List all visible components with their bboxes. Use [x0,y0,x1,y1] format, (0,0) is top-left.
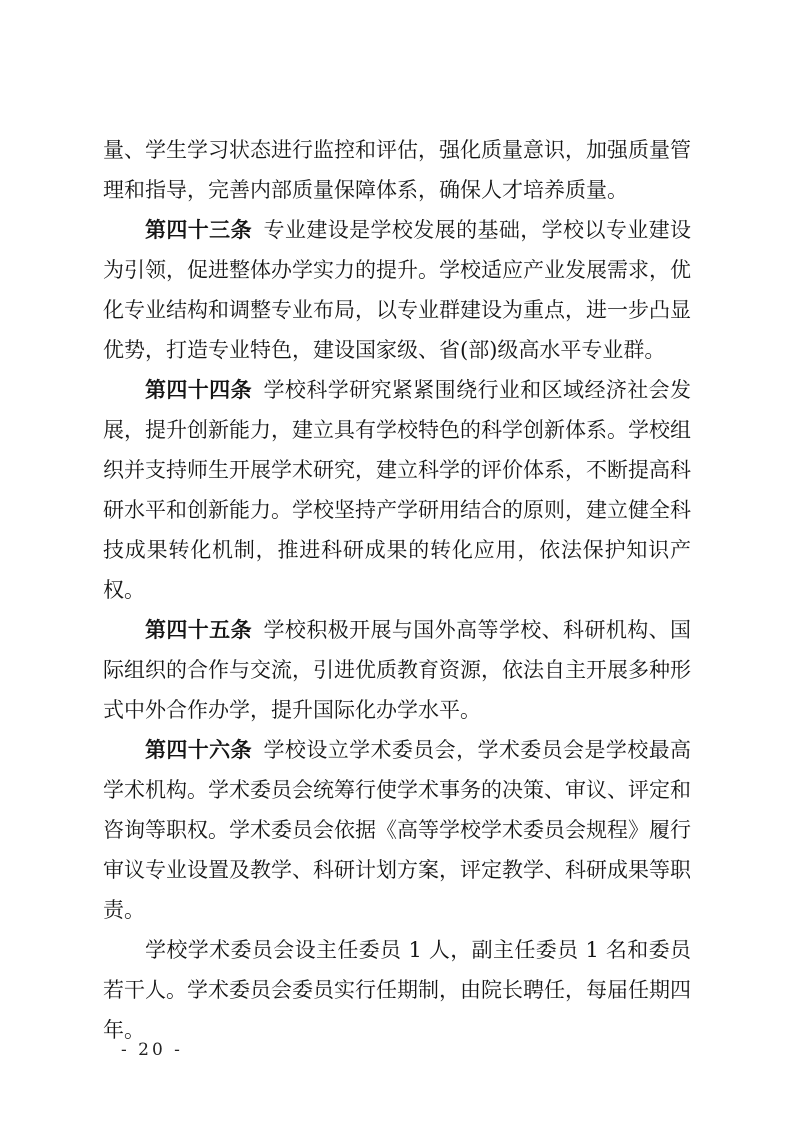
paragraph [103,730,691,930]
paragraph [103,930,691,1050]
paragraph-text: 学校设立学术委员会，学术委员会是学校最高学术机构。学术委员会统筹行使学术事务的决策、审议、评定和咨询等职权。学术委员会依据《高等学校学术委员会规程》履行审议专业设置及教学、科研计划方案，评定教学、科研成果等职责。 [103,738,692,922]
paragraph-text: 专业建设是学校发展的基础，学校以专业建设为引领，促进整体办学实力的提升。学校适应产业发展需求，优化专业结构和调整专业布局，以专业群建设为重点，进一步凸显优势，打造专业特色，建设国家级、省(部)级高水平专业群。 [103,218,692,362]
paragraph [103,370,691,610]
paragraph [103,210,691,370]
page-number: - 20 - [121,1040,183,1060]
paragraph-text: 学校积极开展与国外高等学校、科研机构、国际组织的合作与交流，引进优质教育资源，依法自主开展多种形式中外合作办学，提升国际化办学水平。 [103,618,692,722]
paragraph-text: 量、学生学习状态进行监控和评估，强化质量意识，加强质量管理和指导，完善内部质量保障体系，确保人才培养质量。 [103,138,691,202]
article-number-label: 第四十三条 [145,218,252,242]
article-number-label: 第四十六条 [145,738,252,762]
document-body [103,130,691,1050]
paragraph-text: 学校学术委员会设主任委员 1 人，副主任委员 1 名和委员若干人。学术委员会委员实行任期制，由院长聘任，每届任期四年。 [103,938,691,1042]
paragraph [103,130,691,210]
paragraph-text: 学校科学研究紧紧围绕行业和区域经济社会发展，提升创新能力，建立具有学校特色的科学创新体系。学校组织并支持师生开展学术研究，建立科学的评价体系，不断提高科研水平和创新能力。学校坚持产学研用结合的原则，建立健全科技成果转化机制，推进科研成果的转化应用，依法保护知识产权。 [103,378,692,602]
article-number-label: 第四十五条 [145,618,252,642]
article-number-label: 第四十四条 [145,378,252,402]
paragraph [103,610,691,730]
